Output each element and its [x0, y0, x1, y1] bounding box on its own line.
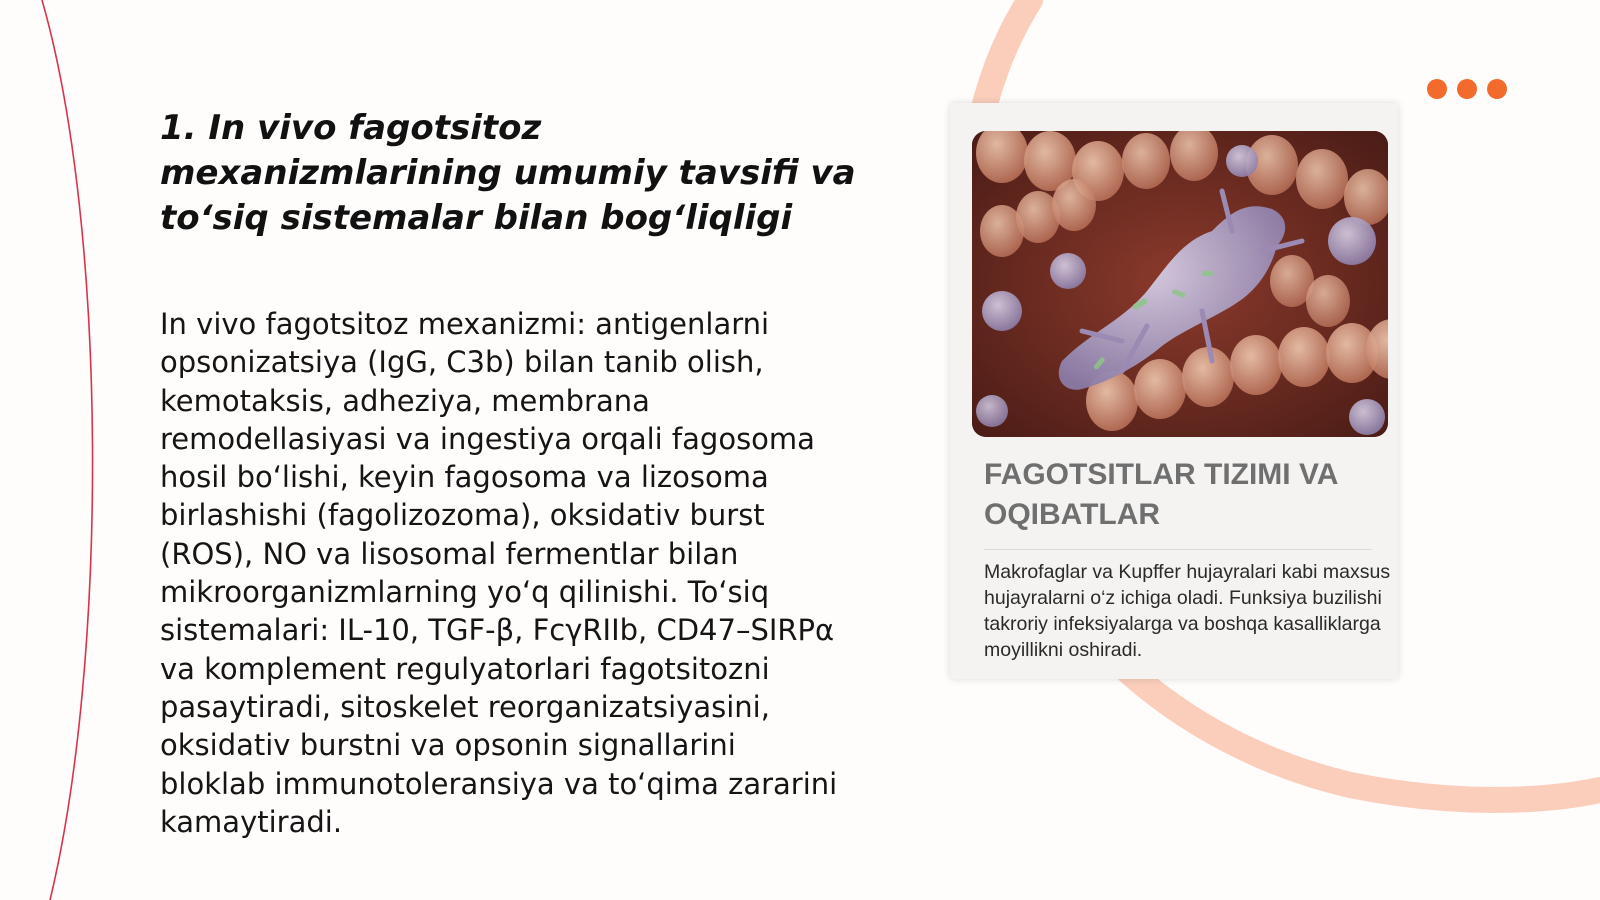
- left-accent-curve: [42, 0, 93, 900]
- menu-dots-icon: [1427, 79, 1507, 99]
- info-card: [950, 103, 1398, 679]
- phagocyte-micrograph-icon: [972, 131, 1388, 437]
- slide-title: 1. In vivo fagotsitoz mexanizmlarining umumiy tavsifi va to‘siq sistemalar bilan bog‘liqligi: [160, 108, 856, 238]
- dot-icon: [1427, 79, 1447, 99]
- card-text: Makrofaglar va Kupffer hujayralari kabi maxsus hujayralarni o‘z ichiga oladi. Funksiya buzilishi takroriy infeksiyalarga va boshqa kasalliklarga moyillikni oshiradi.: [984, 561, 1391, 661]
- phagocyte-image: [972, 131, 1388, 437]
- card-title: FAGOTSITLAR TIZIMI VA OQIBATLAR: [984, 458, 1338, 531]
- slide-body-text: In vivo fagotsitoz mexanizmi: antigenlarni opsonizatsiya (IgG, C3b) bilan tanib olish, kemotaksis, adheziya, membrana remodellasiyasi va ingestiya orqali fagosoma hosil bo‘lishi, keyin fagosoma va lizosoma birlashishi (fagolizozoma), oksidativ burst (ROS), NO va lisosomal fermentlar bilan mikroorganizmlarning yo‘q qilinishi. To‘siq sistemalari: IL-10, TGF-β, FcγRIIb, CD47–SIRPα va komplement regulyatorlari fagotsitozni pasaytiradi, sitoskelet reorganizatsiyasini, oksidativ burstni va opsonin signallarini bloklab immunotoleransiya va to‘qima zararini kamaytiradi.: [160, 307, 838, 839]
- dot-icon: [1487, 79, 1507, 99]
- card-divider: [984, 549, 1372, 550]
- dot-icon: [1457, 79, 1477, 99]
